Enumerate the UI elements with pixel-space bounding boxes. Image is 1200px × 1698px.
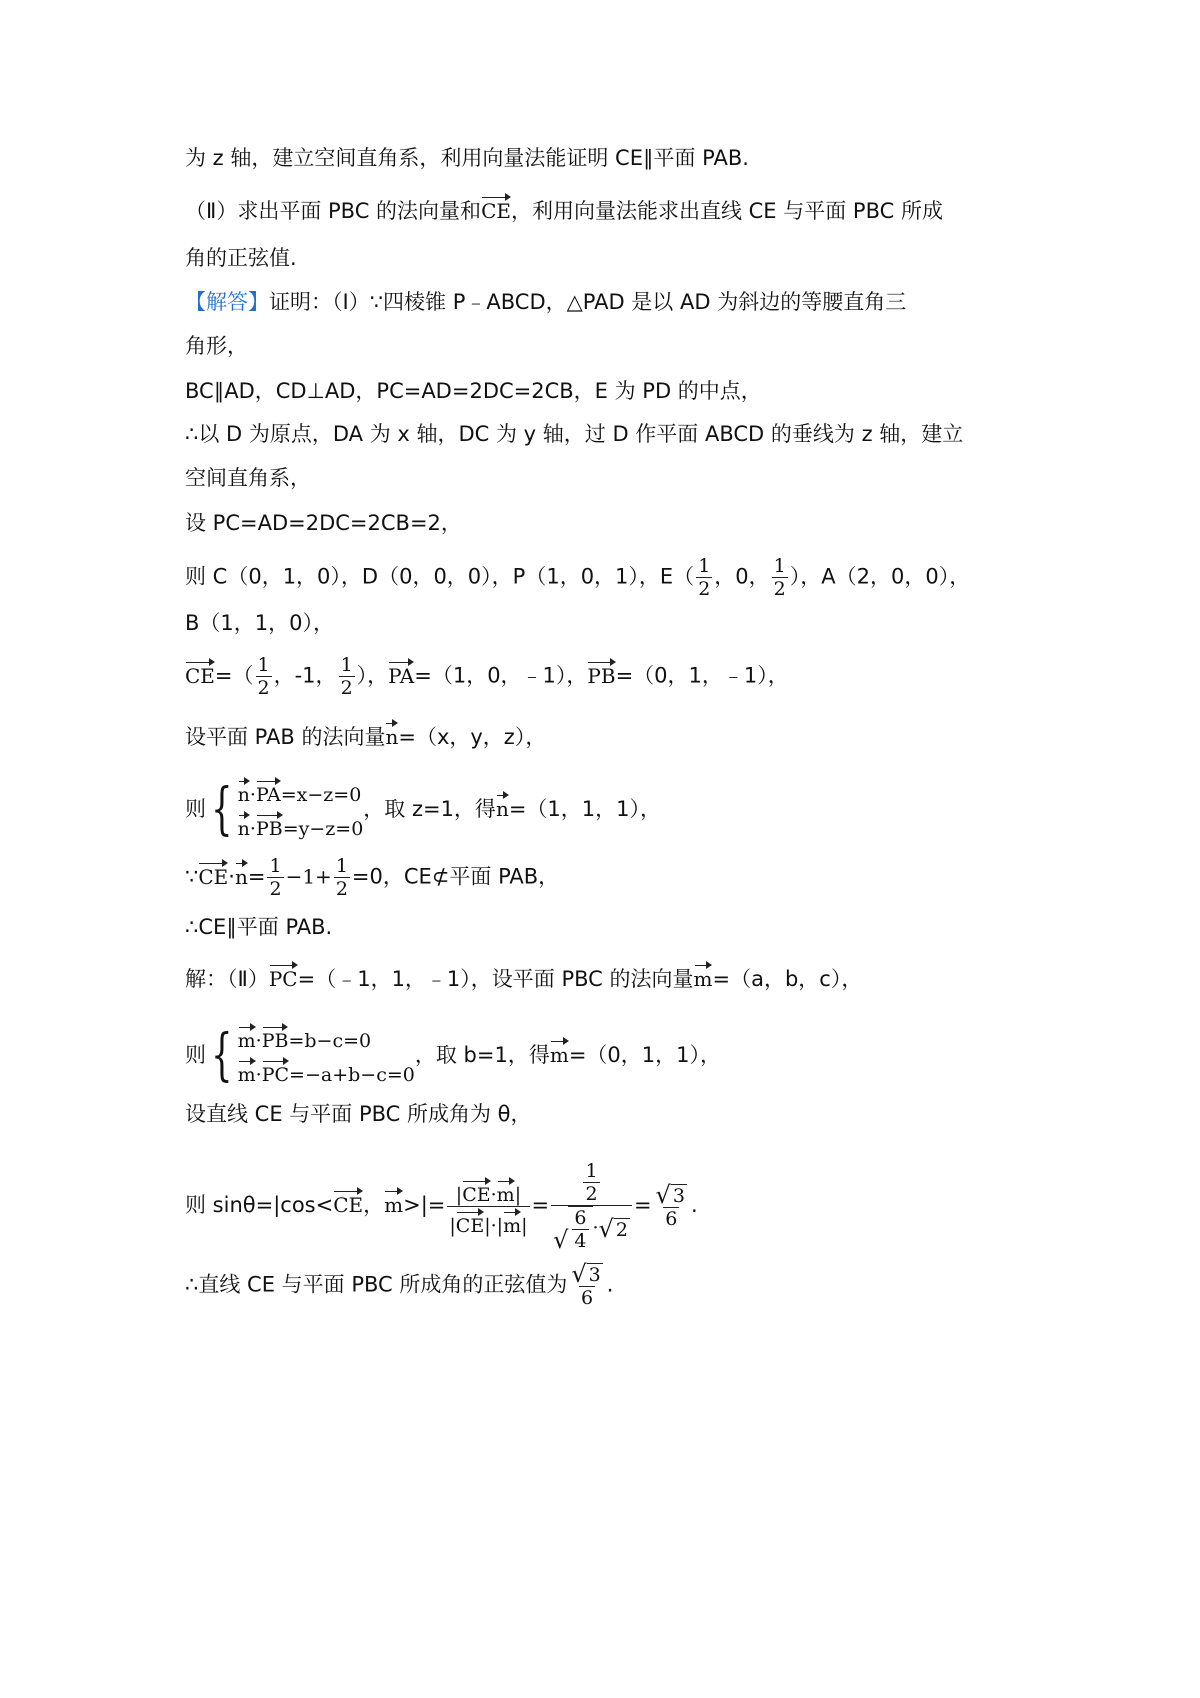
vector-m: m	[550, 1036, 569, 1065]
because-sign: ∵	[185, 864, 199, 889]
sqrt-content: 2	[615, 1219, 628, 1241]
line-10	[185, 555, 970, 600]
fraction-num	[454, 1176, 523, 1206]
fraction-value	[551, 1160, 632, 1252]
line-12-text-e: =（0，1，﹣1），	[615, 663, 789, 688]
line-20-text-c: >|=	[403, 1193, 446, 1217]
system-eq-1	[238, 776, 364, 810]
equation-system-pbc	[206, 1022, 415, 1090]
line-7: ∴以 D 为原点，DA 为 x 轴，DC 为 y 轴，过 D 作平面 ABCD 的垂线为 z 轴，建立	[185, 422, 964, 446]
line-21	[185, 1262, 613, 1309]
line-13-text-b: =（x，y，z），	[398, 725, 547, 749]
abs-bar: |	[496, 1214, 504, 1237]
radical-icon: √	[655, 1180, 671, 1209]
fraction-half	[772, 555, 788, 600]
vector-pb: PB	[587, 657, 615, 686]
fraction-num: 1	[340, 654, 353, 676]
fraction-half	[696, 555, 712, 600]
abs-bar: |	[455, 1183, 463, 1206]
vector-ce: CE	[481, 192, 511, 221]
vector-pa: PA	[256, 776, 281, 805]
fraction-den: 4	[574, 1230, 587, 1252]
equals: =	[247, 864, 266, 889]
fraction-den: 6	[665, 1207, 678, 1230]
fraction-den: 2	[773, 578, 786, 600]
system-lines	[238, 1022, 415, 1090]
dot-op: ·	[249, 818, 256, 840]
line-18-text-d: =（0，1，1），	[568, 1043, 721, 1067]
line-9: 设 PC=AD=2DC=2CB=2，	[185, 511, 462, 535]
line-18	[185, 1022, 721, 1090]
line-17	[185, 960, 862, 995]
line-12-text-a: =（	[214, 663, 254, 688]
vector-m: m	[238, 1056, 256, 1085]
fraction-num	[569, 1262, 604, 1286]
line-14-text-a: 则	[185, 797, 206, 821]
sqrt-content: 3	[672, 1184, 685, 1207]
line-1: 为 z 轴，建立空间直角系，利用向量法能证明 CE∥平面 PAB.	[185, 146, 749, 170]
vector-n: n	[235, 858, 248, 887]
line-20-text-b: ，	[363, 1193, 385, 1217]
line-15-text-e: =0，CE⊄平面 PAB，	[351, 864, 560, 889]
eq-2-rhs: =y−z=0	[282, 818, 364, 840]
line-5: 角形，	[185, 334, 248, 358]
fraction-half	[267, 855, 283, 900]
vector-ce: CE	[198, 858, 228, 887]
line-4	[185, 286, 906, 318]
brace-icon: {	[211, 1023, 233, 1088]
fraction-half	[339, 654, 355, 699]
brace-icon: {	[211, 777, 233, 842]
line-12-text-c: ），	[356, 663, 389, 688]
line-17-text-a: 解：（Ⅱ）	[185, 967, 269, 991]
line-2-text-b: ，利用向量法能求出直线 CE 与平面 PBC 所成	[510, 199, 943, 223]
vector-n: n	[496, 790, 509, 819]
line-13-text-a: 设平面 PAB 的法向量	[185, 725, 386, 749]
line-2-text-a: （Ⅱ）求出平面 PBC 的法向量和	[185, 199, 482, 223]
vector-m: m	[503, 1207, 521, 1236]
eq-1-rhs: =b−c=0	[288, 1030, 372, 1052]
vector-ce: CE	[185, 657, 215, 686]
sqrt-content: 3	[588, 1264, 601, 1286]
fraction-num: 1	[773, 555, 786, 577]
line-6: BC∥AD，CD⊥AD，PC=AD=2DC=2CB，E 为 PD 的中点，	[185, 379, 762, 403]
fraction-num: 1	[335, 855, 348, 877]
vector-pb: PB	[262, 1022, 289, 1051]
fraction-num	[654, 1180, 689, 1209]
fraction-num: 1	[698, 555, 711, 577]
system-eq-1	[238, 1022, 415, 1056]
line-20	[185, 1160, 698, 1252]
eq-1-rhs: =x−z=0	[280, 784, 362, 806]
abs-bar: |	[514, 1183, 522, 1206]
vector-ce: CE	[462, 1176, 490, 1205]
fraction-den: 2	[335, 878, 348, 900]
fraction-den: 2	[698, 578, 711, 600]
fraction-cos	[447, 1176, 529, 1237]
system-lines	[238, 776, 364, 844]
fraction-num: 1	[257, 654, 270, 676]
fraction-den: 2	[269, 878, 282, 900]
radical-icon: √	[598, 1215, 614, 1243]
vector-m: m	[694, 960, 713, 989]
line-19: 设直线 CE 与平面 PBC 所成角为 θ，	[185, 1102, 532, 1126]
minus-one-plus: −1+	[285, 864, 332, 889]
eq-2-rhs: =−a+b−c=0	[289, 1064, 415, 1086]
vector-pc: PC	[269, 960, 298, 989]
line-3: 角的正弦值.	[185, 246, 297, 270]
vector-ce: CE	[456, 1207, 484, 1236]
fraction-num: 1	[585, 1160, 598, 1182]
fraction-six-four	[572, 1207, 588, 1252]
fraction-den: 2	[340, 677, 353, 699]
dot-op: ·	[255, 1064, 262, 1086]
period: .	[606, 1272, 614, 1297]
vector-n: n	[238, 776, 250, 805]
line-12-text-b: ，-1，	[273, 663, 337, 688]
radical-icon: √	[553, 1226, 569, 1254]
dot-op: ·	[490, 1183, 497, 1206]
abs-bar: |	[521, 1214, 528, 1237]
fraction-num: 1	[269, 855, 282, 877]
dot-op: ·	[592, 1217, 599, 1239]
abs-bar: |	[449, 1214, 456, 1237]
fraction-half	[583, 1160, 599, 1205]
fraction-sqrt3-6	[569, 1262, 604, 1309]
line-16: ∴CE∥平面 PAB.	[185, 915, 333, 939]
fraction-half	[334, 855, 350, 900]
line-12	[185, 654, 789, 699]
sqrt-content	[568, 1206, 592, 1252]
equation-system-pab	[206, 776, 363, 844]
line-15	[185, 855, 559, 900]
sqrt-three	[571, 1262, 602, 1286]
sqrt-six-fourths	[553, 1206, 592, 1252]
line-21-text-a: ∴直线 CE 与平面 PBC 所成角的正弦值为	[185, 1272, 568, 1297]
vector-m: m	[384, 1186, 403, 1215]
equals: =	[531, 1193, 550, 1217]
dot-op: ·	[228, 864, 235, 889]
vector-m: m	[497, 1176, 515, 1205]
line-18-text-c: ，取 b=1，得	[414, 1043, 550, 1067]
line-10-text-b: ，0，	[714, 564, 770, 589]
line-14-text-c: ，取 z=1，得	[363, 797, 496, 821]
line-8: 空间直角系，	[185, 466, 311, 490]
fraction-half	[256, 654, 272, 699]
line-14-text-d: =（1，1，1），	[508, 797, 662, 821]
line-18-text-a: 则	[185, 1043, 206, 1067]
vector-n: n	[385, 718, 398, 747]
dot-op: ·	[255, 1030, 262, 1052]
dot-op: ·	[490, 1214, 497, 1237]
fraction-den	[447, 1206, 529, 1237]
line-10-text-c: ），A（2，0，0），	[789, 564, 971, 589]
fraction-sqrt3-6	[654, 1180, 689, 1230]
line-14	[185, 776, 661, 844]
equals: =	[633, 1193, 652, 1217]
system-eq-2	[238, 810, 364, 844]
sqrt-two	[599, 1217, 630, 1241]
vector-pb: PB	[256, 810, 283, 839]
fraction-den: 2	[585, 1183, 598, 1205]
line-4-text: 证明：（Ⅰ）∵四棱锥 P﹣ABCD，△PAD 是以 AD 为斜边的等腰直角三	[269, 290, 907, 314]
line-17-text-c: =（a，b，c），	[712, 967, 863, 991]
line-17-text-b: =（﹣1，1，﹣1），设平面 PBC 的法向量	[297, 967, 694, 991]
line-11: B（1，1，0），	[185, 611, 334, 635]
abs-bar: |	[484, 1214, 491, 1237]
line-10-text-a: 则 C（0，1，0），D（0，0，0），P（1，0，1），E（	[185, 564, 695, 589]
period: .	[690, 1193, 698, 1217]
system-eq-2	[238, 1056, 415, 1090]
fraction-den: 6	[581, 1287, 594, 1309]
sqrt-three	[655, 1180, 687, 1209]
vector-n: n	[238, 810, 250, 839]
answer-tag: 【解答】	[185, 290, 269, 314]
vector-pc: PC	[262, 1056, 289, 1085]
line-2	[185, 192, 943, 227]
line-13	[185, 718, 546, 753]
fraction-den: 2	[257, 677, 270, 699]
fraction-den	[551, 1205, 632, 1252]
line-20-text-a: 则 sinθ=|cos<	[185, 1193, 334, 1217]
vector-m: m	[238, 1022, 256, 1051]
dot-op: ·	[249, 784, 256, 806]
line-12-text-d: =（1，0，﹣1），	[414, 663, 588, 688]
vector-ce: CE	[333, 1186, 363, 1215]
fraction-num	[579, 1160, 603, 1205]
radical-icon: √	[571, 1260, 587, 1288]
vector-pa: PA	[388, 657, 414, 686]
fraction-num: 6	[574, 1207, 587, 1229]
